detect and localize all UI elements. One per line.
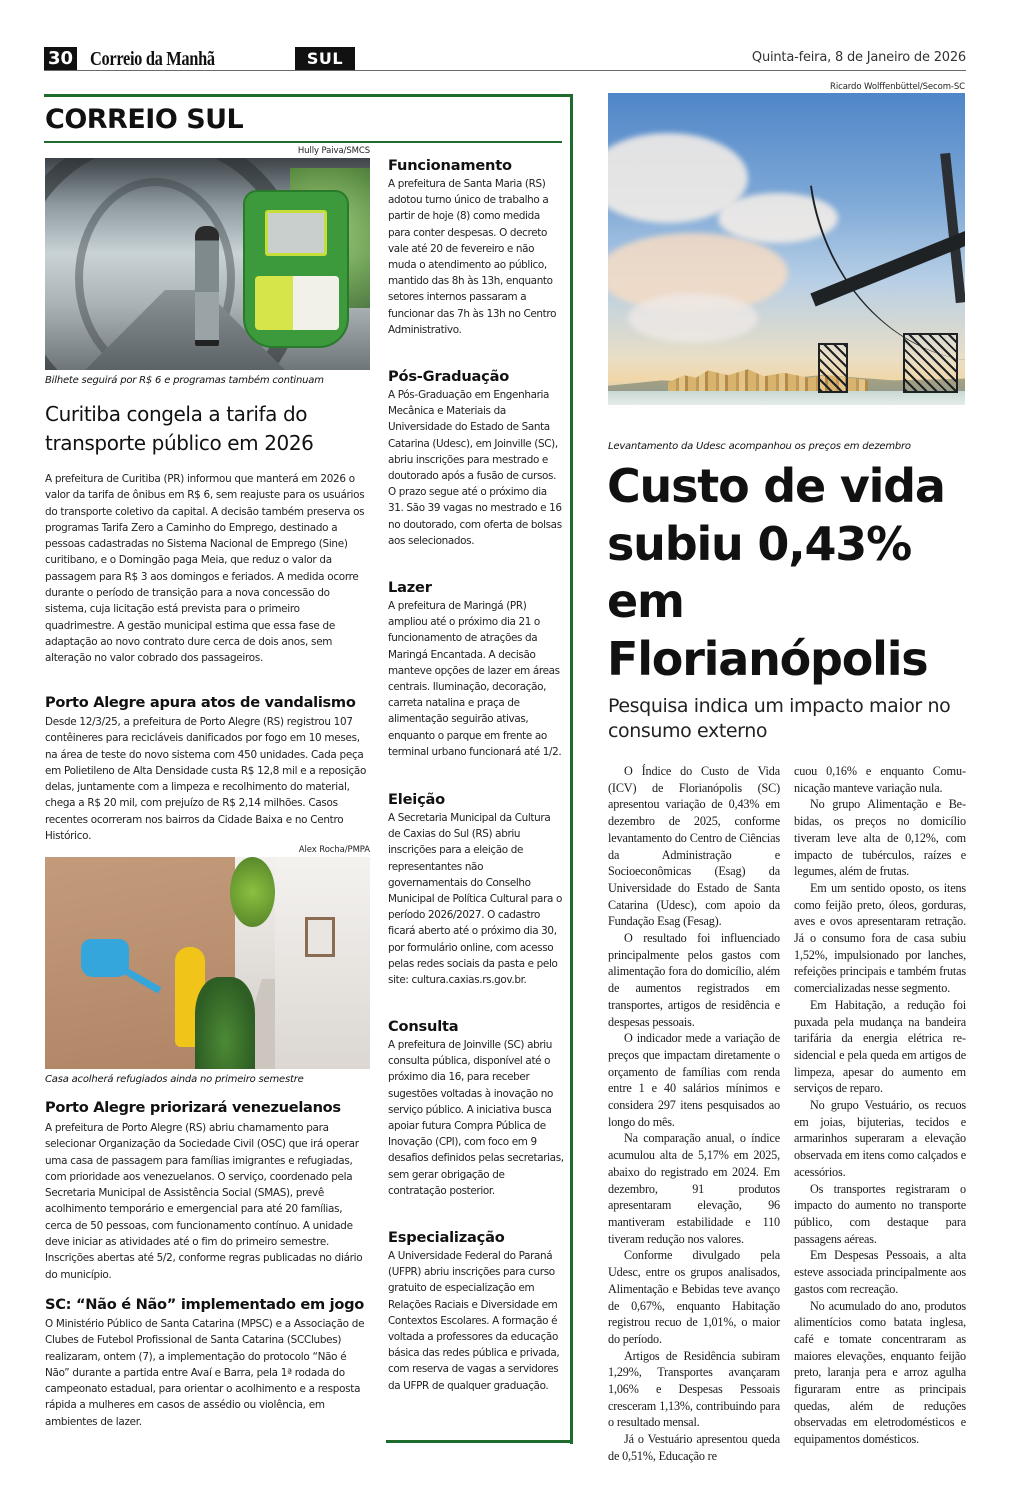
paragraph: O resultado foi influenciado principalmente pelos gastos com alimentação fora do domicílio, além de aumentos registrados em transportes, artigos de residência e despesas pessoais.: [608, 931, 780, 1029]
section-frame-right: [570, 94, 573, 1444]
story-headline: Curitiba congela a tarifa do transporte público em 2026: [45, 402, 314, 455]
bridge-pier: [818, 343, 848, 393]
photo-caption: Bilhete seguirá por R$ 6 e programas também continuam: [45, 375, 324, 386]
brief-title: Eleição: [388, 791, 445, 808]
paragraph: Artigos de Residência subiram 1,29%, Transportes avançaram 1,06% e Despesas Pessoais cresceram 1,13%, contribuindo para o resultado mensal.: [608, 1348, 780, 1430]
bridge-photo: [608, 93, 965, 405]
validator-panel: [255, 276, 339, 330]
passenger: [195, 226, 219, 346]
newspaper-name: Correio da Manhã: [90, 48, 215, 70]
bus-station-photo: [45, 158, 370, 370]
bridge-pier: [903, 333, 958, 393]
main-headline: Custo de vida subiu 0,43% em Florianópolis: [607, 459, 945, 686]
paragraph: Em Habitação, a redução foi puxada pela mudança na bandeira tarifária da energia elétrica residencial e pela queda em artigos de limpeza, apesar do aumento em serviços de reparo.: [794, 997, 966, 1096]
paragraph: No grupo Vestuário, os recuos em joias, bijuterias, tecidos e armarinhos superaram a elevação observada em itens como calçados e acessórios.: [794, 1098, 966, 1179]
section-frame-bottom: [386, 1440, 573, 1443]
page-masthead: [44, 47, 966, 71]
story-headline: SC: “Não é Não” implementado em jogo: [45, 1296, 364, 1313]
section-title-rule: [44, 141, 562, 143]
brief-title: Consulta: [388, 1018, 459, 1035]
brief-body: A Secretaria Municipal da Cultura de Caxias do Sul (RS) abriu inscrições para a eleição de representantes não governamentais do Conselho Municipal de Política Cultural para o período 2026/2027. O cadastro ficará aberto até o próximo dia 30, por formulário online, com acesso pelas redes sociais da pasta e pelo site: cultura.caxias.rs.gov.br.: [388, 812, 562, 987]
watering-can: [81, 939, 129, 977]
photo-caption: Casa acolherá refugiados ainda no primeiro semestre: [45, 1074, 304, 1085]
brief-lazer: [388, 578, 564, 760]
section-frame-top: [44, 94, 572, 97]
brief-title: Funcionamento: [388, 157, 512, 174]
brief-eleicao: [388, 790, 564, 988]
story-body: A prefeitura de Porto Alegre (RS) abriu chamamento para selecionar Organização da Sociedade Civil (OSC) que irá operar uma casa de passagem para famílias imigrantes e refugiadas, com prioridade aos venezuelanos. O serviço, coordenado pela Secretaria Municipal de Assistência Social (SMAS), prevê acolhimento temporário e emergencial para até 20 famílias, cerca de 50 pessoas, com funcionamento contínuo. A unidade deve iniciar as atividades até o fim do primeiro semestre. Inscrições abertas até 5/2, conforme regras publicadas no diário do município.: [45, 1122, 363, 1281]
brief-body: A Universidade Federal do Paraná (UFPR) abriu inscrições para curso gratuito de especialização em Relações Raciais e Diversidade em Contextos Escolares. A formação é voltada a professores da educação básica das redes pública e privada, com reserva de vagas a servidores da UFPR de qualquer graduação.: [388, 1250, 560, 1392]
paragraph: O Índice do Custo de Vida (ICV) de Florianópolis (SC) apresentou variação de 0,43% em dezembro de 2025, conforme levantamento do Centro de Ciências da Administração e Socioeconômicas (Esag) da Universidade do Estado de Santa Catarina (Udesc), com apoio da Fundação Esag (Fesag).: [608, 764, 780, 929]
brief-body: A prefeitura de Maringá (PR) ampliou até o próximo dia 21 o funcionamento de atrações da Maringá Encantada. A decisão manteve opções de lazer em áreas centrais. Iluminação, decoração, carreta natalina e praça de alimentação seguirão ativas, enquanto o parque em frente ao terminal urbano funcionará até 1/2.: [388, 600, 562, 758]
article-column-1: [608, 763, 780, 1465]
paragraph-continuation: cuou 0,16% e enquanto Comunicação manteve variação nula.: [794, 764, 966, 795]
paragraph: Conforme divulgado pela Udesc, entre os grupos analisados, Alimentação e Bebidas teve avanço de 0,67%, enquanto Habitação registrou recuo de 1,01%, o maior do período.: [608, 1248, 780, 1346]
story-headline: Porto Alegre priorizará venezuelanos: [45, 1099, 341, 1116]
brief-title: Especialização: [388, 1229, 505, 1246]
brief-especializacao: [388, 1228, 564, 1394]
validator-screen: [265, 210, 327, 256]
photo-caption: Levantamento da Udesc acompanhou os preços em dezembro: [608, 441, 911, 452]
story-body: Desde 12/3/25, a prefeitura de Porto Alegre (RS) registrou 107 contêineres para recicláveis danificados por fogo em 10 meses, na área de teste do novo sistema com 450 unidades. Cada peça em Polietileno de Alta Densidade custa R$ 12,8 mil e a reposição delas, juntamente com a limpeza e recolhimento do material, chega a R$ 20 mil, com prejuízo de R$ 2,14 milhões. Casos recentes ocorreram nos bairros da Cidade Baixa e no Centro Histórico.: [45, 716, 367, 843]
brief-consulta: [388, 1017, 564, 1199]
page-number: 30: [44, 47, 77, 70]
paragraph: No grupo Alimentação e Bebidas, os preços no domicílio tiveram leve alta de 0,12%, com impacto de tubérculos, raízes e legumes, além de frutas.: [794, 797, 966, 879]
paragraph: O indicador mede a variação de preços que impactam diretamente o orçamento de famílias com renda entre 1 e 40 salários mínimos e considera 297 itens pesquisados ao longo do mês.: [608, 1031, 780, 1129]
brief-body: A Pós-Graduação em Engenharia Mecânica e Materiais da Universidade do Estado de Santa Catarina (Udesc), em Joinville (SC), abriu inscrições para mestrado e doutorado após a fusão de cursos. O prazo segue até o próximo dia 31. São 39 vagas no mestrado e 16 no doutorado, com oferta de bolsas aos selecionados.: [388, 389, 562, 547]
paragraph: Os transportes registraram o impacto do aumento no transporte público, com destaque para passagens aéreas.: [794, 1181, 966, 1246]
story-body: O Ministério Público de Santa Catarina (MPSC) e a Associação de Clubes de Futebol Profissional de Santa Catarina (SCClubes) realizaram, ontem (7), a implementação do protocolo “Não é Não” durante a partida entre Avaí e Barra, pela 1ª rodada do campeonato estadual, para orientar o acolhimento e a resposta rápida a mulheres em casos de assédio ou violência, em ambientes de lazer.: [45, 1318, 365, 1428]
story-body: A prefeitura de Curitiba (PR) informou que manterá em 2026 o valor da tarifa de ônibus em R$ 6, sem reajuste para os usuários do transporte coletivo da capital. A decisão também preserva os programas Tarifa Zero a Caminho do Emprego, destinado a pessoas cadastradas no Sistema Nacional de Emprego (Sine) curitibano, e o Domingão paga Meia, que reduz o valor da passagem para R$ 3 aos domingos e feriados. A medida ocorre durante o período de transição para a nova concessão do sistema, cuja licitação está prevista para o primeiro quadrimestre. A gestão municipal estima que essa fase de adaptação ao novo contrato dure cerca de dois anos, sem alteração no valor cobrado dos passageiros.: [45, 473, 365, 665]
water: [608, 391, 965, 405]
paragraph: Na comparação anual, o índice acumulou alta de 5,17% em 2025, abaixo do registrado em 2024. Em dezembro, 91 produtos apresentaram elevação, 96 mantiveram estabilidade e 110 tiveram redução nos valores.: [608, 1131, 780, 1246]
paragraph: Já o Vestuário apresentou queda de 0,51%, Educação re: [608, 1432, 780, 1463]
standfirst: Pesquisa indica um impacto maior no consumo externo: [608, 695, 951, 742]
section-tag: SUL: [295, 47, 355, 70]
fare-validator: [243, 190, 349, 348]
paragraph: Em Despesas Pessoais, a alta esteve associada principalmente aos gastos com recreação.: [794, 1248, 966, 1296]
photo-credit: Hully Paiva/SMCS: [297, 146, 370, 156]
photo-credit: Alex Rocha/PMPA: [298, 845, 370, 855]
brief-title: Lazer: [388, 579, 432, 596]
photo-credit: Ricardo Wolffenbüttel/Secom-SC: [830, 82, 965, 92]
article-column-2: [794, 763, 966, 1448]
brief-title: Pós-Graduação: [388, 368, 510, 385]
paragraph: Em um sentido oposto, os itens como feijão preto, óleos, gorduras, aves e ovos apresentaram retração. Já o consumo fora de casa subiu 1,52%, impulsionado por lanches, refeições principais e também frutas comercializadas nesse segmento.: [794, 880, 966, 996]
story-headline: Porto Alegre apura atos de vandalismo: [45, 694, 356, 711]
brief-funcionamento: [388, 156, 564, 338]
page-date: Quinta-feira, 8 de Janeiro de 2026: [751, 50, 966, 65]
brief-body: A prefeitura de Joinville (SC) abriu consulta pública, disponível até o próximo dia 16, para receber sugestões voltadas à inovação no serviço público. A iniciativa busca apoiar futura Compra Pública de Inovação (CPI), com foco em 9 desafios definidos pelas secretarias, sem gerar obrigação de contratação posterior.: [388, 1039, 564, 1197]
shelter-wall-photo: [45, 857, 370, 1069]
white-house: [275, 857, 370, 1069]
paragraph: No acumulado do ano, produtos alimentícios como batata inglesa, café e tomate concentraram as maiores elevações, enquanto feijão preto, laranja pera e arroz agulha figuraram entre as principais quedas, além de reduções observadas em eletrodomésticos e equipamentos domésticos.: [794, 1298, 966, 1447]
brief-body: A prefeitura de Santa Maria (RS) adotou turno único de trabalho a partir de hoje (8) como medida para conter despesas. O decreto vale até 20 de fevereiro e não muda o atendimento ao público, mantido das 8h às 13h, enquanto setores internos passaram a funcionar das 7h às 13h no Centro Administrativo.: [388, 178, 557, 336]
tree: [230, 857, 275, 927]
brief-pos-graduacao: [388, 367, 564, 549]
section-title: CORREIO SUL: [45, 104, 244, 135]
plants: [195, 977, 255, 1069]
